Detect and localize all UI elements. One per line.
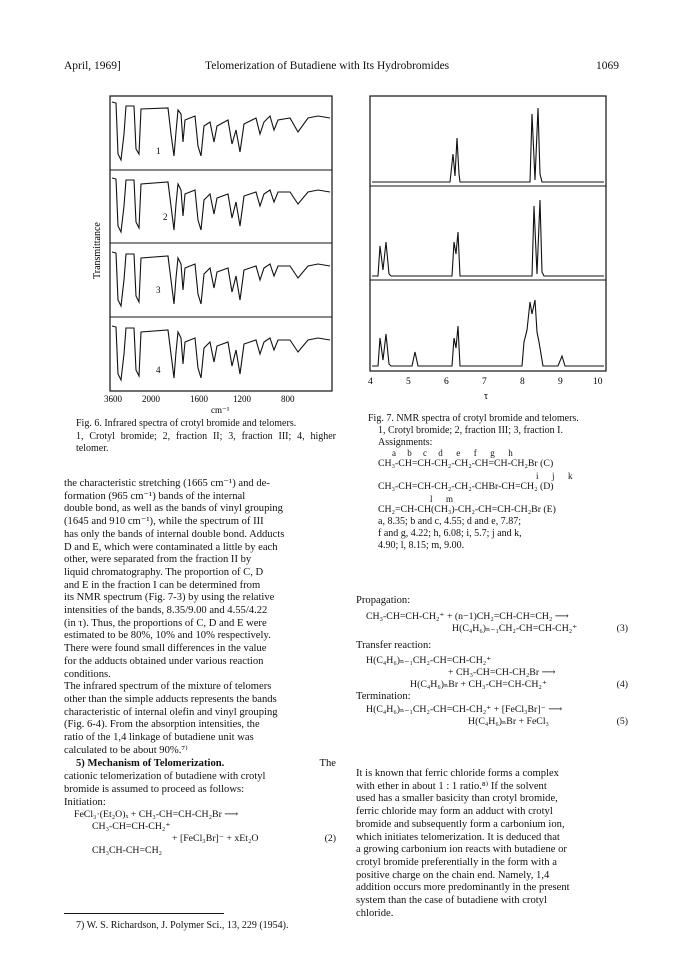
assignment-letters-d: i j k <box>536 471 573 481</box>
ir-x-tick-1200: 1200 <box>233 394 251 404</box>
formula-adduct-c: CH₃-CH=CH-CH₂-CH₂-CH=CH-CH₂Br (C) <box>378 458 554 469</box>
formula-adduct-d: CH₃-CH=CH-CH₂-CH₂-CHBr-CH=CH₂ (D) <box>378 481 554 492</box>
left-body-line: other than the simple adducts represents the bands <box>64 693 277 705</box>
ir-panel-number-4: 4 <box>156 365 161 375</box>
figure-6-ir-spectra <box>68 94 348 414</box>
header-title: Telomerization of Butadiene with Its Hydrobromides <box>205 60 450 72</box>
termination-equation-line-2 <box>356 716 628 728</box>
ir-trace-2 <box>112 178 330 232</box>
ir-trace-4 <box>112 326 330 380</box>
right-body-line: system than the case of butadiene with crotyl <box>356 895 547 907</box>
nmr-trace-1 <box>372 108 604 182</box>
left-body-line: intensities of the bands, 8.35/9.00 and 4.55/4.22 <box>64 605 268 617</box>
ir-x-tick-3600: 3600 <box>104 394 122 404</box>
assignment-values-3: 4.90; l, 8.15; m, 9.00. <box>378 540 465 551</box>
equation-number-2: (2) <box>324 833 336 845</box>
nmr-x-tick-9: 9 <box>558 377 563 387</box>
nmr-frame <box>370 96 606 371</box>
left-body-line: (Fig. 6-4). From the absorption intensities, the <box>64 719 260 731</box>
right-body-line: It is known that ferric chloride forms a complex <box>356 768 559 779</box>
left-body-line: (in τ). Thus, the proportions of C, D and E were <box>64 617 267 629</box>
ir-panel-number-2: 2 <box>163 212 168 222</box>
left-body-line: formation (965 cm⁻¹) bands of the internal <box>64 490 246 502</box>
left-body-line: and E in the fraction I can be determined from <box>64 579 261 591</box>
equation-number-5: (5) <box>616 716 628 728</box>
assignment-letters-c: a b c d e f g h <box>392 448 513 458</box>
assignment-letters-e: l m <box>430 494 454 504</box>
right-body-line: used has a smaller basicity than crotyl bromide, <box>356 793 558 805</box>
nmr-x-tick-10: 10 <box>593 377 603 387</box>
left-body-line: other, were separated from the fraction II by <box>64 554 252 566</box>
figure-7-caption-title: Fig. 7. NMR spectra of crotyl bromide and telomers. <box>368 413 579 424</box>
ir-panel-number-3: 3 <box>156 285 161 295</box>
left-body-line: liquid chromatography. The proportion of C, D <box>64 566 264 578</box>
assignment-values-1: a, 8.35; b and c, 4.55; d and e, 7.87; <box>378 516 522 527</box>
formula-adduct-e: CH₂=CH-CH(CH₃)-CH₂-CH=CH-CH₂Br (E) <box>378 504 556 515</box>
left-body-line: conditions. <box>64 668 111 680</box>
equation-number-3: (3) <box>616 622 628 634</box>
right-body-text <box>356 768 628 920</box>
propagation-equation-line-2 <box>356 623 628 635</box>
ir-y-axis-label: Transmittance <box>92 222 103 279</box>
left-body-line: bromide is assumed to proceed as follows: <box>64 783 245 795</box>
initiation-equation-line-3 <box>64 833 336 845</box>
right-body-line: ferric chloride may form an adduct with crotyl <box>356 806 553 818</box>
ir-x-unit: cm⁻¹ <box>211 405 230 414</box>
section-heading-line <box>64 758 336 771</box>
left-body-line: D and E, which were contaminated a little by each <box>64 541 278 553</box>
left-body-line: estimated to be 80%, 10% and 10% respectively. <box>64 630 271 642</box>
initiation-equation-counterion: + [FeCl₃Br]⁻ + xEt₂O <box>172 833 259 845</box>
assignment-values-2: f and g, 4.22; h, 6.08; i, 5.7; j and k, <box>378 528 522 539</box>
transfer-reaction-label: Transfer reaction: <box>356 639 432 651</box>
footnote-rule <box>64 913 224 914</box>
left-body-line: has only the bands of internal double bond. Adducts <box>64 528 285 540</box>
nmr-x-tick-7: 7 <box>482 377 487 387</box>
assignments-heading: Assignments: <box>378 437 433 448</box>
right-body-line: crotyl bromide preferentially in the form with a <box>356 856 557 868</box>
nmr-x-unit: τ <box>484 391 489 402</box>
ir-trace-1 <box>112 102 330 160</box>
right-body-line: bromide and subsequently form a carbonium ion, <box>356 818 565 830</box>
nmr-x-tick-6: 6 <box>444 377 449 387</box>
right-body-line: with ether in about 1 : 1 ratio.⁸⁾ If the solvent <box>356 780 547 792</box>
initiation-label: Initiation: <box>64 796 106 808</box>
left-body-line: characteristic of internal olefin and vinyl grouping <box>64 706 278 718</box>
left-body-line: double bond, as well as the bands of vinyl grouping <box>64 503 283 515</box>
propagation-product: H(C₄H₆)ₙ₋₁CH₂-CH=CH-CH₂⁺ <box>452 622 578 634</box>
figure-7-caption-items: 1, Crotyl bromide; 2, fraction III; 3, fraction I. <box>378 425 563 436</box>
initiation-equation-line-2: CH₃-CH=CH-CH₂⁺ <box>92 821 171 833</box>
left-body-line: for the adducts obtained under various reaction <box>64 655 264 667</box>
right-body-line: positive charge on the chain end. Namely, 1,4 <box>356 869 550 881</box>
left-body-line: the characteristic stretching (1665 cm⁻¹) and de- <box>64 478 270 489</box>
figure-6-caption-title: Fig. 6. Infrared spectra of crotyl bromide and telomers. <box>76 418 297 429</box>
nmr-trace-3 <box>372 300 604 366</box>
left-body-line: There were found small differences in the value <box>64 643 267 655</box>
ir-x-tick-2000: 2000 <box>142 394 160 404</box>
termination-products: H(C₄H₆)ₙBr + FeCl₃ <box>468 716 549 728</box>
right-body-line: a growing carbonium ion reacts with butadiene or <box>356 844 567 856</box>
nmr-spectra-plot <box>360 94 620 404</box>
ir-x-tick-1600: 1600 <box>190 394 208 404</box>
nmr-x-tick-5: 5 <box>406 377 411 387</box>
nmr-trace-2 <box>372 200 604 276</box>
left-body-line: calculated to be about 90%.⁷⁾ <box>64 744 188 756</box>
page-number: 1069 <box>596 60 619 72</box>
figure-6-caption-items: 1, Crotyl bromide; 2, fraction II; 3, fraction III; 4, higher telomer. <box>76 431 336 454</box>
figure-7-nmr-spectra <box>360 94 620 404</box>
left-body-line: its NMR spectrum (Fig. 7-3) by using the relative <box>64 592 275 604</box>
initiation-equation-line-1: FeCl₃·(Et₂O)ₓ + CH₃-CH=CH-CH₂Br ⟶ <box>74 809 239 821</box>
termination-equation-line-1: H(C₄H₆)ₙ₋₁CH₂-CH=CH-CH₂⁺ + [FeCl₃Br]⁻ ⟶ <box>366 704 563 716</box>
section-heading-trailing-word: The <box>319 758 336 770</box>
transfer-equation-line-2: + CH₃-CH=CH-CH₂Br ⟶ <box>448 667 556 679</box>
termination-label: Termination: <box>356 691 411 703</box>
initiation-equation-line-4: CH₃CH-CH=CH₂ <box>92 845 163 857</box>
propagation-label: Propagation: <box>356 595 411 606</box>
figure-7-caption <box>368 413 618 552</box>
ir-spectra-plot <box>68 94 348 414</box>
left-body-line: cationic telomerization of butadiene with crotyl <box>64 771 266 783</box>
nmr-x-tick-4: 4 <box>368 377 373 387</box>
left-body-line: ratio of the 1,4 linkage of butadiene unit was <box>64 732 254 744</box>
ir-x-tick-800: 800 <box>281 394 295 404</box>
left-body-text <box>64 478 336 857</box>
equation-number-4: (4) <box>616 679 628 691</box>
left-body-line: The infrared spectrum of the mixture of telomers <box>64 681 272 693</box>
transfer-products: H(C₄H₆)ₙBr + CH₃-CH=CH-CH₂⁺ <box>410 679 547 691</box>
figure-6-caption <box>64 418 336 455</box>
transfer-equation-line-1: H(C₄H₆)ₙ₋₁CH₂-CH=CH-CH₂⁺ <box>366 655 492 667</box>
ir-trace-3 <box>112 252 330 306</box>
ir-panel-number-1: 1 <box>156 146 161 156</box>
nmr-x-tick-8: 8 <box>520 377 525 387</box>
left-body-line: (1645 and 910 cm⁻¹), while the spectrum of III <box>64 516 264 528</box>
footnote-7: 7) W. S. Richardson, J. Polymer Sci., 13, 229 (1954). <box>76 920 289 931</box>
propagation-equation-line-1: CH₃-CH=CH-CH₂⁺ + (n−1)CH₂=CH-CH=CH₂ ⟶ <box>366 610 569 622</box>
transfer-equation-line-3 <box>356 679 628 691</box>
right-column-equations <box>356 595 628 728</box>
right-body-line: addition occurs more predominantly in the present <box>356 882 570 894</box>
right-body-line: which initiates telomerization. It is deduced that <box>356 831 560 843</box>
header-date: April, 1969] <box>64 60 121 72</box>
section-heading-mechanism: 5) Mechanism of Telomerization. <box>76 758 225 770</box>
right-body-line: chloride. <box>356 907 394 919</box>
